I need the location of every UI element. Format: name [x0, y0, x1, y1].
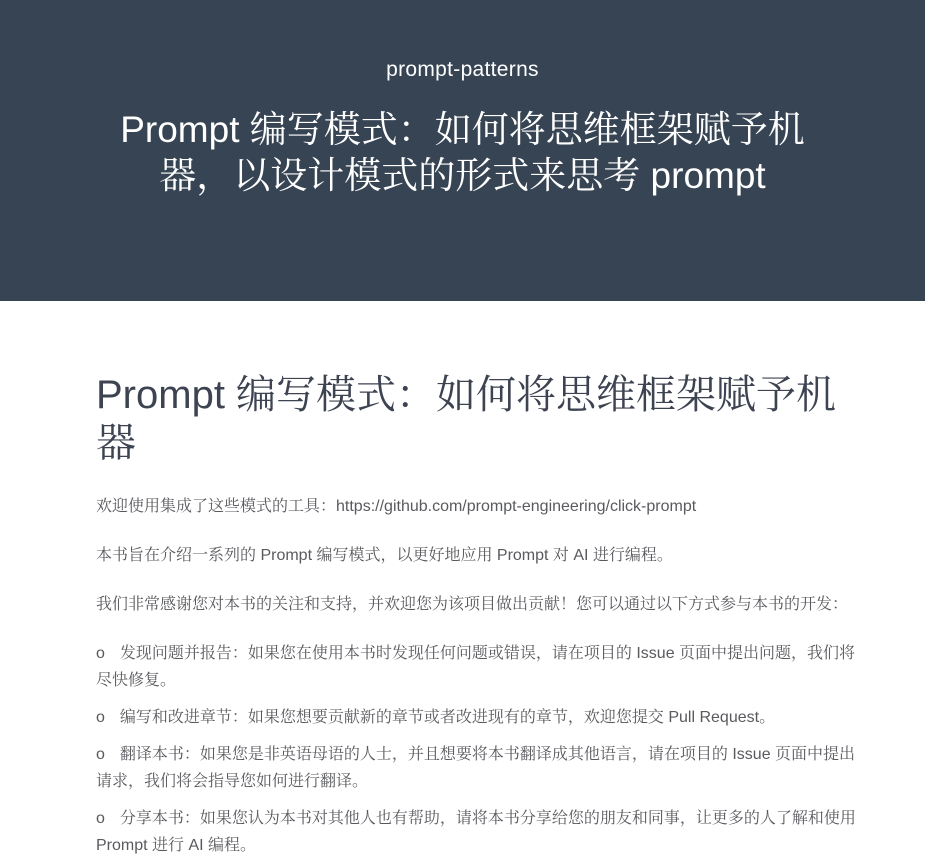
list-item	[96, 741, 868, 795]
click-prompt-link[interactable]: https://github.com/prompt-engineering/click-prompt	[336, 498, 697, 515]
list-bullet-marker: o	[96, 746, 105, 763]
list-item	[96, 805, 868, 859]
welcome-line-text: 欢迎使用集成了这些模式的工具：	[96, 498, 337, 515]
list-item	[96, 704, 868, 731]
hero-title: Prompt 编写模式：如何将思维框架赋予机器，以设计模式的形式来思考 prompt	[120, 109, 805, 196]
contribute-list	[96, 640, 868, 859]
welcome-line	[96, 493, 868, 520]
page-title: Prompt 编写模式：如何将思维框架赋予机器	[96, 373, 837, 465]
list-item-text: 编写和改进章节：如果您想要贡献新的章节或者改进现有的章节，欢迎您提交 Pull Request。	[119, 709, 776, 726]
list-item-text: 翻译本书：如果您是非英语母语的人士，并且想要将本书翻译成其他语言，请在项目的 Issue 页面中提出请求，我们将会指导您如何进行翻译。	[96, 746, 856, 790]
contribute-paragraph: 我们非常感谢您对本书的关注和支持，并欢迎您为该项目做出贡献！您可以通过以下方式参与本书的开发：	[96, 596, 849, 613]
list-item-text: 发现问题并报告：如果您在使用本书时发现任何问题或错误，请在项目的 Issue 页面中提出问题，我们将尽快修复。	[96, 645, 856, 689]
site-header	[0, 0, 925, 301]
list-item-text: 分享本书：如果您认为本书对其他人也有帮助，请将本书分享给您的朋友和同事，让更多的人了解和使用 Prompt 进行 AI 编程。	[96, 810, 856, 854]
page-content	[0, 301, 868, 859]
list-bullet-marker: o	[96, 709, 105, 726]
intro-paragraph: 本书旨在介绍一系列的 Prompt 编写模式，以更好地应用 Prompt 对 AI 进行编程。	[96, 547, 673, 564]
list-bullet-marker: o	[96, 810, 105, 827]
list-bullet-marker: o	[96, 645, 105, 662]
list-item	[96, 640, 868, 694]
repo-name: prompt-patterns	[386, 58, 539, 81]
